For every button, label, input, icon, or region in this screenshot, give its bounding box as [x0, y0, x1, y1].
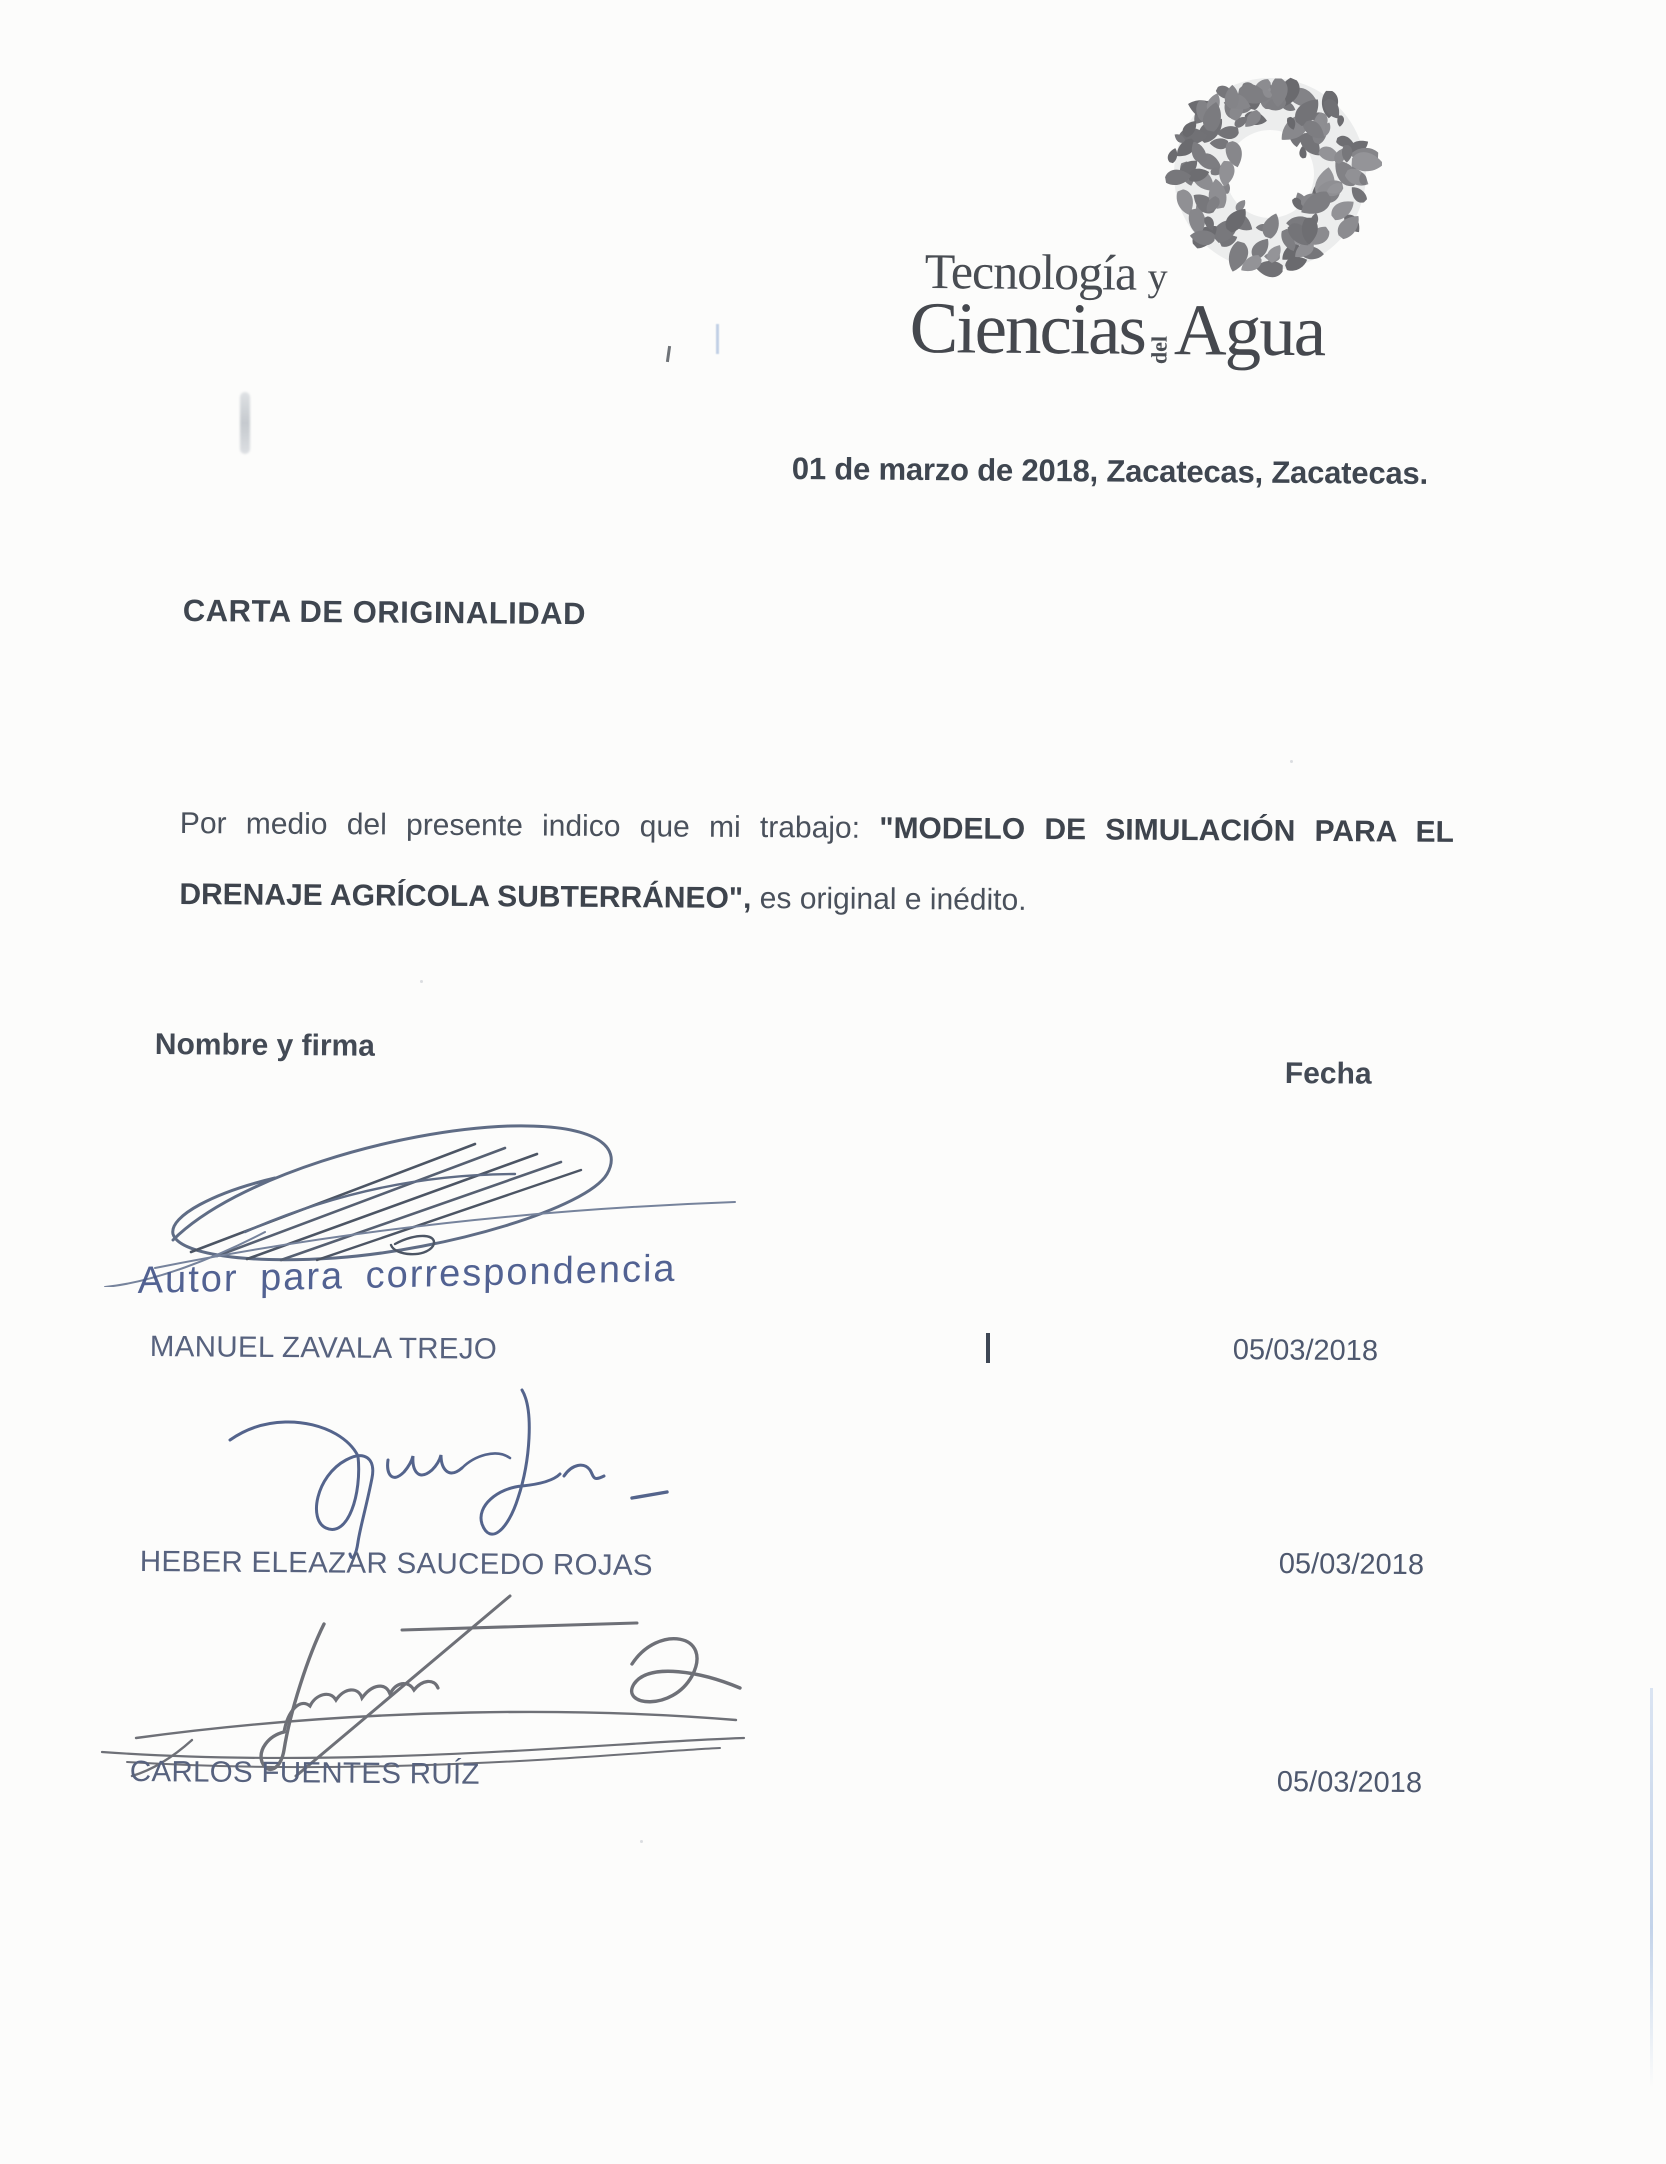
stray-vertical-mark — [986, 1333, 990, 1363]
column-header-date: Fecha — [1284, 1057, 1372, 1091]
handwritten-corresponding-author-note: Autor para correspondencia — [137, 1247, 677, 1303]
scan-edge-line — [1650, 1688, 1653, 2088]
signature-date-2: 05/03/2018 — [1278, 1548, 1425, 1582]
letter-dateline: 01 de marzo de 2018, Zacatecas, Zacatecas. — [791, 451, 1429, 491]
scan-tick-mark — [666, 346, 671, 362]
scan-speck — [640, 1840, 643, 1843]
journal-name-tecnologia: Tecnología — [924, 242, 1148, 301]
body-line-1 — [180, 806, 1454, 851]
signer-name-3: CARLOS FUENTES RUÍZ — [129, 1755, 480, 1791]
work-title-part2: DRENAJE AGRÍCOLA SUBTERRÁNEO", — [179, 877, 752, 915]
body-text: Por medio del presente indico que mi trabajo: — [179, 807, 880, 845]
journal-name-ciencias: Ciencias — [909, 286, 1146, 370]
body-text-end: es original e inédito. — [751, 881, 1027, 917]
letter-title: CARTA DE ORIGINALIDAD — [182, 593, 587, 632]
journal-name-y: y — [1147, 253, 1167, 299]
scan-speck — [420, 980, 423, 983]
scan-blue-streak — [716, 324, 719, 354]
signature-date-1: 05/03/2018 — [1232, 1334, 1379, 1368]
signer-name-2: HEBER ELEAZAR SAUCEDO ROJAS — [139, 1545, 653, 1583]
journal-logo-swirl-icon — [1158, 62, 1382, 286]
signer-name-1: MANUEL ZAVALA TREJO — [149, 1330, 498, 1366]
journal-name-del: del — [1146, 335, 1172, 365]
journal-name-agua: Agua — [1173, 289, 1325, 372]
column-header-name-signature: Nombre y firma — [154, 1028, 376, 1063]
body-line-2 — [179, 877, 1453, 922]
scan-smudge — [240, 392, 250, 454]
signature-date-3: 05/03/2018 — [1276, 1766, 1423, 1800]
scan-speck — [1290, 760, 1293, 763]
signature-heber-saucedo-icon — [212, 1376, 717, 1571]
work-title-part1: "MODELO DE SIMULACIÓN PARA EL — [879, 811, 1454, 849]
journal-name-line2 — [909, 286, 1324, 373]
letter-body — [179, 806, 1454, 922]
